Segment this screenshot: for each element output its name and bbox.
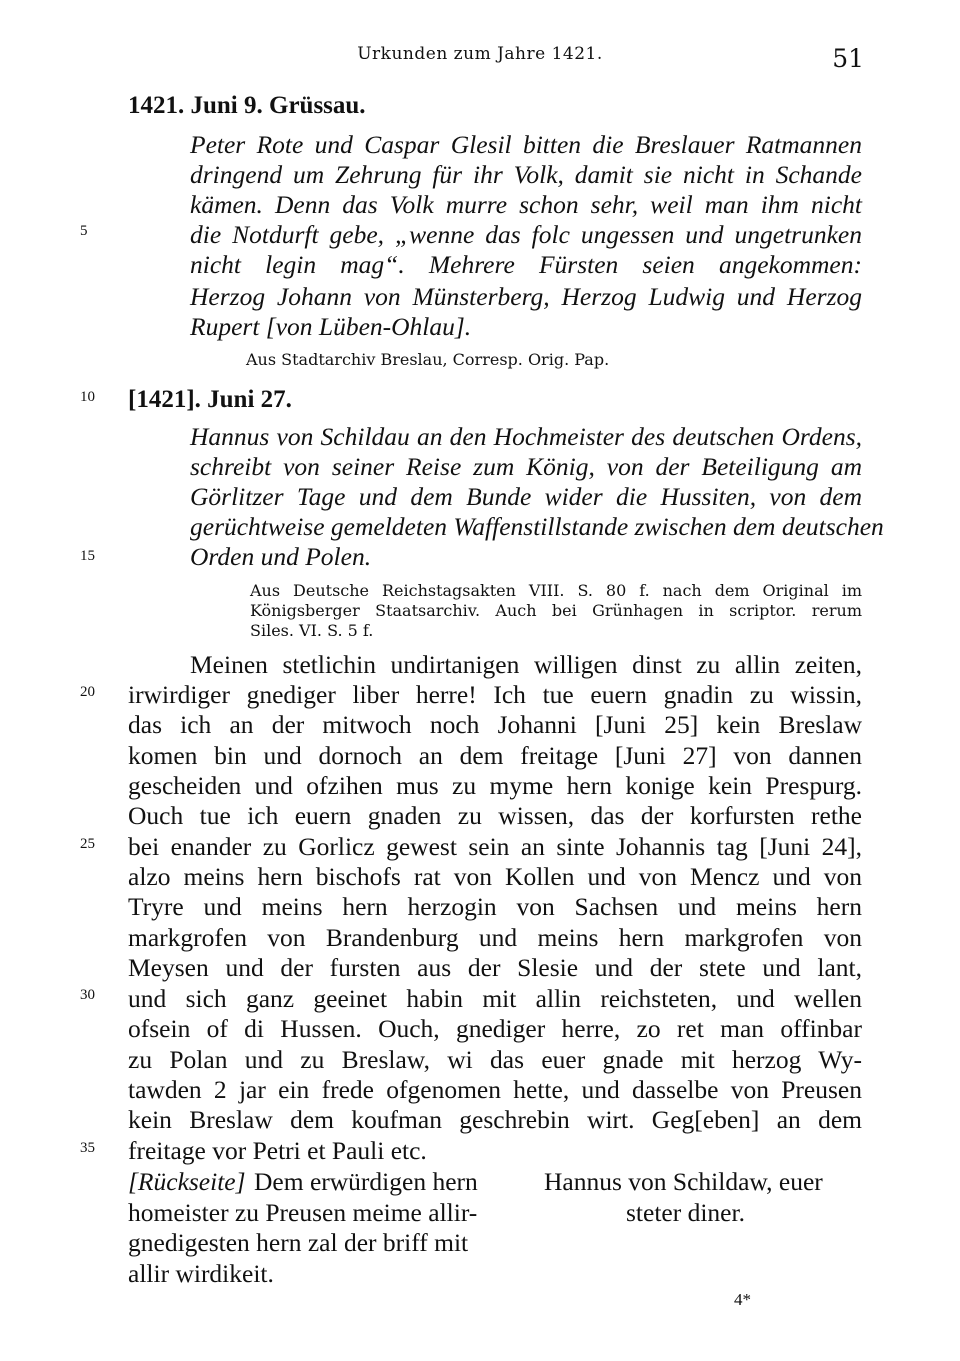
signature-line: steter diner. [626, 1198, 745, 1227]
line-number: 10 [80, 389, 95, 405]
signature-line: Hannus von Schildaw, euer [544, 1167, 823, 1196]
address-line: allir wirdikeit. [128, 1259, 274, 1288]
text-line: Tryre und meins hern herzogin von Sachsen und meins hern [128, 892, 862, 921]
regest-line: Herzog Johann von Münsterberg, Herzog Ludwig und Herzog [190, 282, 862, 311]
text-line: und sich ganz geeinet habin mit allin reichsteten, und wellen [128, 984, 862, 1013]
source-note: Siles. VI. S. 5 f. [250, 621, 374, 640]
text-line: Ouch tue ich euern gnaden zu wissen, das der korfursten rethe [128, 801, 862, 830]
text-line: Meinen stetlichin undirtanigen willigen dinst zu allin zeiten, [190, 650, 862, 679]
entry-heading: [1421]. Juni 27. [128, 386, 292, 413]
line-number: 35 [80, 1140, 95, 1156]
text-line: kein Breslaw dem koufman geschrebin wirt. Geg[eben] an dem [128, 1105, 862, 1134]
text-line: alzo meins hern bischofs rat von Kollen und von Mencz und von [128, 862, 862, 891]
text-line: gescheiden und ofzihen mus zu myme hern konige kein Prespurg. [128, 771, 862, 800]
line-number: 15 [80, 548, 95, 564]
regest-line: die Notdurft gebe, „wenne das folc ungessen und ungetrunken [190, 220, 862, 249]
regest-line: kämen. Denn das Volk murre schon sehr, weil man ihm nicht [190, 190, 862, 219]
source-note: Aus Stadtarchiv Breslau, Corresp. Orig. Pap. [246, 350, 610, 369]
text-line: irwirdiger gnediger liber herre! Ich tue euern gnadin zu wissin, [128, 680, 862, 709]
text-line: Meysen und der fursten aus der Slesie und der stete und lant, [128, 953, 862, 982]
regest-line: Orden und Polen. [190, 542, 372, 571]
text-line: das ich an der mitwoch noch Johanni [Juni 25] kein Breslaw [128, 710, 862, 739]
text-line: komen bin und dornoch an dem freitage [Juni 27] von dannen [128, 741, 862, 770]
regest-line: Hannus von Schildau an den Hochmeister des deutschen Ordens, [190, 422, 862, 451]
regest-line: Peter Rote und Caspar Glesil bitten die Breslauer Ratmannen [190, 130, 862, 159]
page-number: 51 [832, 44, 864, 73]
address-line: gnedigesten hern zal der briff mit [128, 1228, 469, 1257]
text-line: ofsein of di Hussen. Ouch, gnediger herre, zo ret man offinbar [128, 1014, 862, 1043]
regest-line: nicht legin mag“. Mehrere Fürsten seien angekommen: [190, 250, 862, 279]
text-line: markgrofen von Brandenburg und meins hern markgrofen von [128, 923, 862, 952]
line-number: 5 [80, 223, 88, 239]
regest-line: dringend um Zehrung für ihr Volk, damit sie nicht in Schande [190, 160, 862, 189]
text-line: tawden 2 jar ein frede ofgenomen hette, und dasselbe von Preusen [128, 1075, 862, 1104]
signature-mark: 4* [734, 1290, 751, 1309]
text-line: zu Polan und zu Breslaw, wi das euer gnade mit herzog Wy- [128, 1045, 862, 1074]
text-line: bei enander zu Gorlicz gewest sein an sinte Johannis tag [Juni 24], [128, 832, 862, 861]
regest-line: schreibt von seiner Reise zum König, von der Beteiligung am [190, 452, 862, 481]
regest-line: Rupert [von Lüben-Ohlau]. [190, 312, 472, 341]
running-title: Urkunden zum Jahre 1421. [357, 44, 603, 64]
regest-line: gerüchtweise gemeldeten Waffenstillstande zwischen dem deutschen [190, 512, 884, 541]
address-line: Dem erwürdigen hern [254, 1167, 478, 1196]
text-line: freitage vor Petri et Pauli etc. [128, 1136, 427, 1165]
source-note: Königsberger Staatsarchiv. Auch bei Grünhagen in scriptor. rerum [250, 601, 862, 620]
line-number: 25 [80, 836, 95, 852]
entry-heading: 1421. Juni 9. Grüssau. [128, 92, 366, 119]
regest-line: Görlitzer Tage und dem Bunde wider die Hussiten, von dem [190, 482, 862, 511]
address-line: homeister zu Preusen meime allir- [128, 1198, 478, 1227]
line-number: 20 [80, 684, 95, 700]
address-label: [Rückseite] [128, 1167, 246, 1196]
line-number: 30 [80, 987, 95, 1003]
source-note: Aus Deutsche Reichstagsakten VIII. S. 80 f. nach dem Original im [250, 581, 862, 600]
